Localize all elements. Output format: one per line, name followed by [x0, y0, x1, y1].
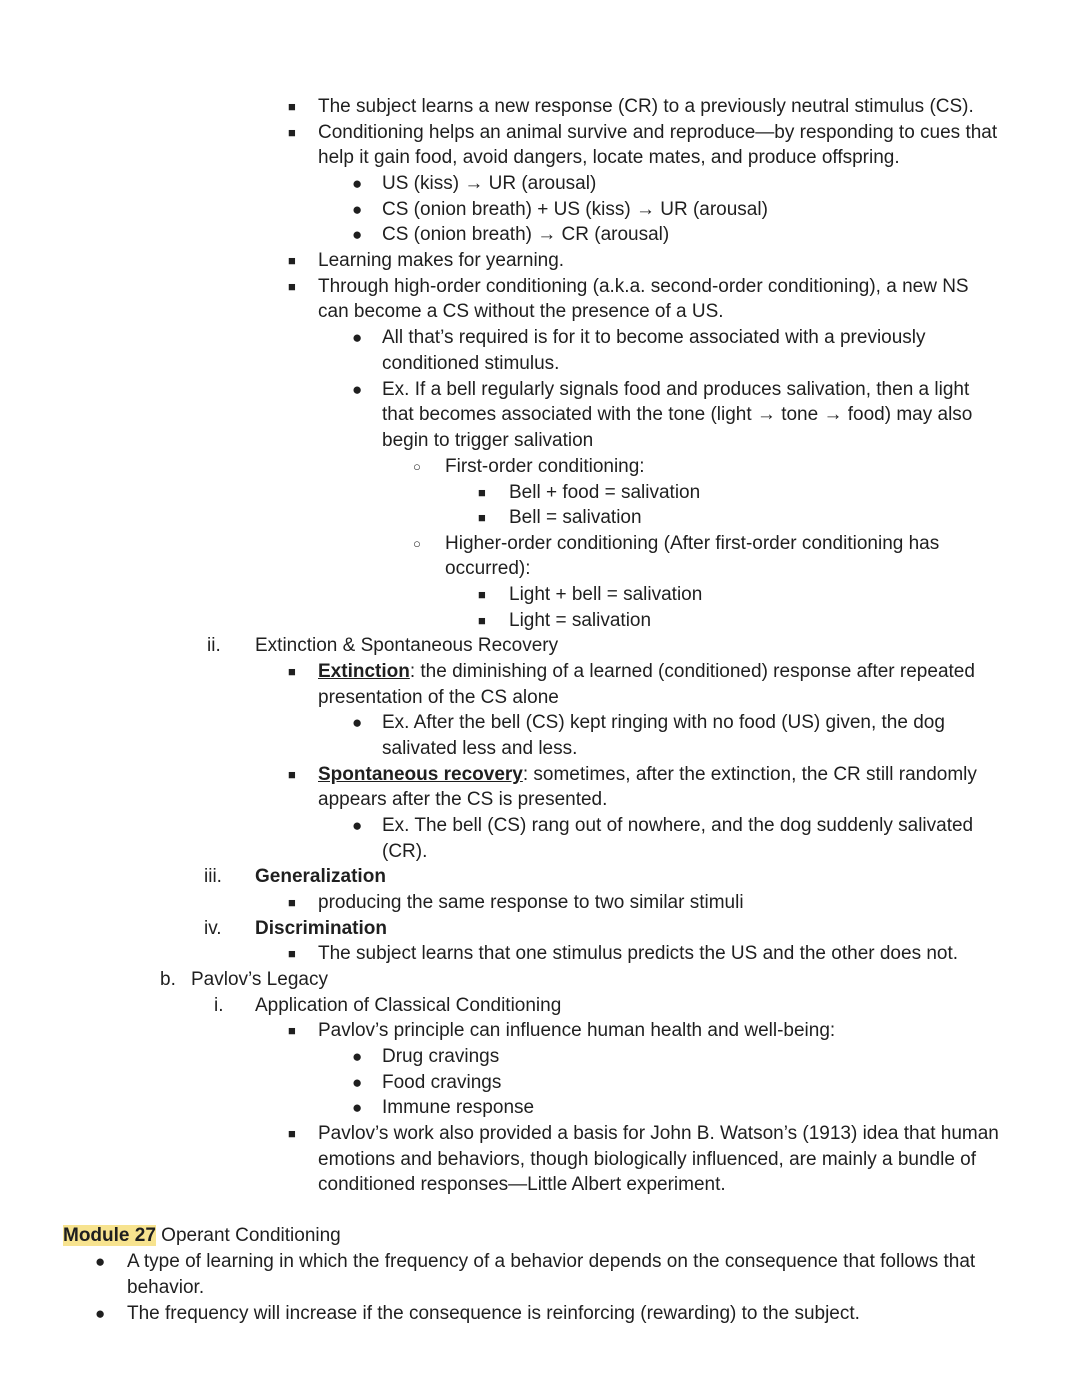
note-line: Ex. After the bell (CS) kept ringing with no food (US) given, the dog: [382, 712, 945, 733]
bullet-icon: ●: [352, 1047, 363, 1066]
bullet-icon: ●: [352, 380, 363, 399]
note-line: CS (onion breath) + US (kiss) → UR (arousal): [382, 199, 768, 220]
bullet-icon: ●: [352, 1073, 363, 1092]
square-bullet-icon: ■: [288, 946, 296, 961]
section-title: Application of Classical Conditioning: [255, 995, 562, 1016]
square-bullet-icon: ■: [288, 1126, 296, 1141]
note-line: Higher-order conditioning (After first-order conditioning has: [445, 533, 940, 554]
note-line: [318, 763, 977, 787]
bullet-icon: ●: [352, 200, 363, 219]
note-line: salivated less and less.: [382, 738, 578, 759]
note-line: [318, 660, 975, 684]
note-line: Ex. The bell (CS) rang out of nowhere, and the dog suddenly salivated: [382, 815, 974, 836]
square-bullet-icon: ■: [478, 587, 486, 602]
square-bullet-icon: ■: [478, 510, 486, 525]
note-line: Food cravings: [382, 1072, 502, 1093]
note-line: emotions and behaviors, though biologically influenced, are mainly a bundle of: [318, 1149, 977, 1170]
note-line: Drug cravings: [382, 1046, 500, 1067]
section-title: Generalization: [255, 866, 386, 887]
section-letter: b.: [160, 969, 176, 990]
note-line: Bell + food = salivation: [509, 482, 701, 503]
bullet-icon: ●: [352, 174, 363, 193]
note-line: producing the same response to two similar stimuli: [318, 892, 744, 913]
note-line: Light = salivation: [509, 610, 652, 631]
circle-bullet-icon: ○: [413, 459, 421, 474]
note-line: conditioned stimulus.: [382, 353, 560, 374]
section-number: ii.: [207, 635, 221, 656]
square-bullet-icon: ■: [288, 253, 296, 268]
square-bullet-icon: ■: [288, 767, 296, 782]
note-line: First-order conditioning:: [445, 456, 645, 477]
section-title: Extinction & Spontaneous Recovery: [255, 635, 559, 656]
note-line: CS (onion breath) → CR (arousal): [382, 224, 670, 245]
note-line: that becomes associated with the tone (light → tone → food) may also: [382, 404, 973, 425]
square-bullet-icon: ■: [288, 125, 296, 140]
section-title: Pavlov’s Legacy: [191, 969, 328, 990]
note-line: Conditioning helps an animal survive and reproduce—by responding to cues that: [318, 122, 998, 143]
module-title: Operant Conditioning: [155, 1225, 341, 1246]
term-extinction: Extinction: [318, 661, 410, 682]
module-heading: [63, 1224, 341, 1248]
note-line: Pavlov’s work also provided a basis for John B. Watson’s (1913) idea that human: [318, 1123, 999, 1144]
note-line: occurred):: [445, 558, 531, 579]
note-line: help it gain food, avoid dangers, locate mates, and produce offspring.: [318, 147, 900, 168]
note-line: US (kiss) → UR (arousal): [382, 173, 597, 194]
note-line: The frequency will increase if the consequence is reinforcing (rewarding) to the subject.: [127, 1303, 860, 1324]
note-line: Light + bell = salivation: [509, 584, 703, 605]
note-line: The subject learns a new response (CR) to a previously neutral stimulus (CS).: [318, 96, 974, 117]
square-bullet-icon: ■: [288, 664, 296, 679]
note-line: A type of learning in which the frequency of a behavior depends on the consequence that follows that: [127, 1251, 976, 1272]
note-line: can become a CS without the presence of a US.: [318, 301, 724, 322]
bullet-icon: ●: [352, 816, 363, 835]
section-title: Discrimination: [255, 918, 387, 939]
section-number: i.: [214, 995, 224, 1016]
bullet-icon: ●: [352, 1098, 363, 1117]
definition-text: : the diminishing of a learned (conditioned) response after repeated: [409, 661, 975, 682]
square-bullet-icon: ■: [478, 485, 486, 500]
square-bullet-icon: ■: [288, 279, 296, 294]
note-line: presentation of the CS alone: [318, 687, 559, 708]
bullet-icon: ●: [95, 1304, 106, 1323]
note-line: Pavlov’s principle can influence human health and well-being:: [318, 1020, 836, 1041]
term-spontaneous-recovery: Spontaneous recovery: [318, 764, 523, 785]
note-line: Immune response: [382, 1097, 535, 1118]
note-line: (CR).: [382, 841, 428, 862]
bullet-icon: ●: [352, 225, 363, 244]
note-line: conditioned responses—Little Albert experiment.: [318, 1174, 726, 1195]
square-bullet-icon: ■: [288, 99, 296, 114]
note-line: The subject learns that one stimulus predicts the US and the other does not.: [318, 943, 959, 964]
note-line: Ex. If a bell regularly signals food and produces salivation, then a light: [382, 379, 970, 400]
note-line: appears after the CS is presented.: [318, 789, 608, 810]
note-line: Learning makes for yearning.: [318, 250, 565, 271]
note-line: behavior.: [127, 1277, 205, 1298]
module-label: Module 27: [63, 1225, 156, 1246]
note-line: begin to trigger salivation: [382, 430, 594, 451]
note-line: Bell = salivation: [509, 507, 642, 528]
note-line: Through high-order conditioning (a.k.a. second-order conditioning), a new NS: [318, 276, 969, 297]
section-number: iv.: [204, 918, 222, 939]
bullet-icon: ●: [352, 713, 363, 732]
definition-text: : sometimes, after the extinction, the CR still randomly: [522, 764, 977, 785]
square-bullet-icon: ■: [478, 613, 486, 628]
circle-bullet-icon: ○: [413, 536, 421, 551]
square-bullet-icon: ■: [288, 895, 296, 910]
section-number: iii.: [204, 866, 222, 887]
note-line: All that’s required is for it to become associated with a previously: [382, 327, 926, 348]
square-bullet-icon: ■: [288, 1023, 296, 1038]
bullet-icon: ●: [95, 1252, 106, 1271]
bullet-icon: ●: [352, 328, 363, 347]
